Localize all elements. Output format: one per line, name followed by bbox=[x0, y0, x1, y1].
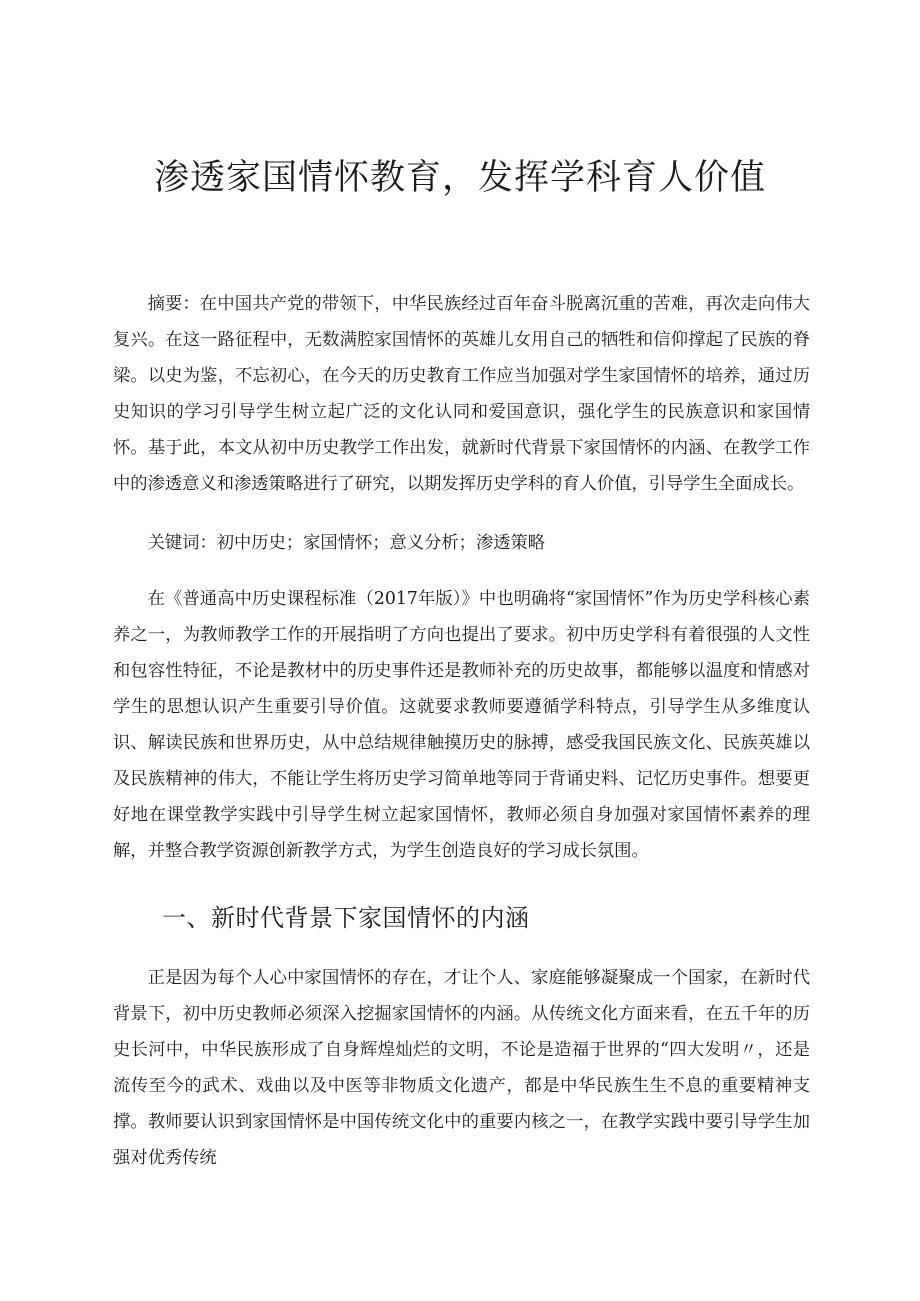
document-title: 渗透家国情怀教育，发挥学科育人价值 bbox=[153, 158, 766, 198]
intro-paragraph: 在《普通高中历史课程标准（2017年版）》中也明确将“家国情怀”作为历史学科核心素养之一，为教师教学工作的开展指明了方向也提出了要求。初中历史学科有着很强的人文性和包容性特征，不论是教材中的历史事件还是教师补充的历史故事，都能够以温度和情感对学生的思想认识产生重要引导价值。这就要求教师要遵循学科特点，引导学生从多维度认识、解读民族和世界历史，从中总结规律触摸历史的脉搏，感受我国民族文化、民族英雄以及民族精神的伟大，不能让学生将历史学习简单地等同于背诵史料、记忆历史事件。想要更好地在课堂教学实践中引导学生树立起家国情怀，教师必须自身加强对家国情怀素养的理解，并整合教学资源创新教学方式，为学生创造良好的学习成长氛围。 bbox=[113, 589, 810, 861]
keywords-line: 关键词：初中历史；家国情怀；意义分析；渗透策略 bbox=[147, 533, 546, 553]
abstract-paragraph: 摘要：在中国共产党的带领下，中华民族经过百年奋斗脱离沉重的苦难，再次走向伟大复兴。在这一路征程中，无数满腔家国情怀的英雄儿女用自己的牺牲和信仰撑起了民族的脊梁。以史为鉴，不忘初心，在今天的历史教育工作应当加强对学生家国情怀的培养，通过历史知识的学习引导学生树立起广泛的文化认同和爱国意识，强化学生的民族意识和家国情怀。基于此，本文从初中历史教学工作出发，就新时代背景下家国情怀的内涵、在教学工作中的渗透意义和渗透策略进行了研究，以期发挥历史学科的育人价值，引导学生全面成长。 bbox=[113, 294, 810, 494]
section-1-paragraph: 正是因为每个人心中家国情怀的存在，才让个人、家庭能够凝聚成一个国家，在新时代背景下，初中历史教师必须深入挖掘家国情怀的内涵。从传统文化方面来看，在五千年的历史长河中，中华民族形成了自身辉煌灿烂的文明，不论是造福于世界的“四大发明〃，还是流传至今的武术、戏曲以及中医等非物质文化遗产，都是中华民族生生不息的重要精神支撑。教师要认识到家国情怀是中国传统文化中的重要内核之一，在教学实践中要引导学生加强对优秀传统 bbox=[113, 968, 810, 1168]
section-1-heading: 一、新时代背景下家国情怀的内涵 bbox=[162, 904, 530, 932]
